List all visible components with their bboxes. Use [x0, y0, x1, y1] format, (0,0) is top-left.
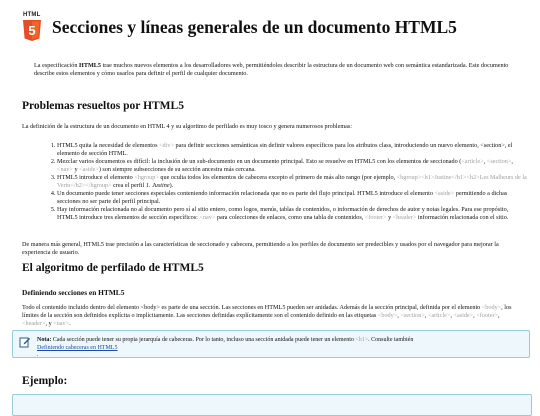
inline-tag: <hgroup><h1>Justine</h1><h2>Les Malheurs de la Vertu</h2></hgroup> — [57, 173, 527, 189]
problem-item — [57, 142, 527, 158]
problems-lead: La definición de la estructura de un documento en HTML 4 y su algoritmo de perfilado es muy tosco y genera numerosos problemas: — [22, 123, 353, 130]
inline-tag: <footer> — [476, 312, 499, 319]
note-text-after: . Consulte también — [368, 337, 414, 343]
inline-text: ). — [169, 181, 174, 189]
inline-text: , — [424, 312, 428, 319]
note-tag: <h1> — [355, 337, 369, 343]
logo-number: 5 — [28, 23, 36, 38]
inline-text: , — [450, 312, 454, 319]
inline-tag: <div> — [159, 142, 174, 149]
intro-bold: HTML5 — [79, 62, 102, 69]
problems-closing: De manera más general, HTML5 trae precisión a las características de seccionado y cabecera, permitiendo a los perfiles de documento ser predecibles y usados por el navegador para mejorar la experiencia de usuario. — [22, 241, 499, 256]
inline-tag: <aside> — [79, 165, 99, 173]
inline-tag: <footer> — [364, 213, 387, 221]
inline-tag: <nav> — [199, 213, 216, 221]
note-link[interactable]: Definiendo cabeceras en HTML5 — [37, 344, 118, 351]
algorithm-paragraph — [22, 304, 520, 328]
inline-text: Mezclar varios documentos es difícil: la inclusión de un sub-documento en un documento principal. Esto se resuelve en HTML5 con los elementos de seccionado ( — [57, 157, 462, 165]
inline-text: 1. Justine — [145, 181, 170, 189]
inline-text: , los límites de la sección son definidos explícita o implícitamente. Las secciones definidas explícitamente son el contenido definido en las etiquetas — [22, 304, 512, 319]
inline-text: y — [72, 165, 80, 173]
note-box — [12, 330, 530, 358]
inline-text: ) son siempre subsecciones de su sección ancestra más cercana. — [98, 165, 256, 173]
inline-text: crea el perfil — [111, 181, 146, 189]
example-heading: Ejemplo: — [22, 375, 68, 387]
inline-text: HTML5 introduce el elemento — [57, 173, 135, 181]
inline-text: para colecciones de enlaces, como una tabla de contenidos, — [215, 213, 365, 221]
problem-item — [57, 206, 527, 222]
inline-text: , — [511, 157, 513, 165]
inline-text: , y — [45, 320, 54, 327]
inline-text: para definir secciones semánticas sin definir valores específicos para los atributos class, introduciendo un nuevo elemento, <section>, el elemento de sección HTML. — [57, 142, 513, 157]
problem-item — [57, 158, 527, 174]
page-title: Secciones y líneas generales de un documento HTML5 — [52, 16, 457, 37]
inline-tag: <header> — [22, 320, 46, 327]
inline-tag: <hgroup> — [134, 173, 159, 181]
inline-text: , — [397, 312, 401, 319]
intro-suffix: trae muchos nuevos elementos a los desarrolladores web, permitiéndoles describir la estructura de un documento web con semántica estandarizada. Este documento describe estos elementos y cómo usarlos para definir el perfil de cualquier documento. — [34, 62, 509, 77]
note-text-before: Cada sección puede tener su propia jerarquía de cabeceras. Por lo tanto, incluso una sección anidada puede tener un elemento — [51, 337, 356, 343]
page-header — [22, 12, 522, 42]
inline-text: , — [498, 312, 500, 319]
inline-tag: <aside> — [434, 189, 455, 197]
problem-item — [57, 174, 527, 190]
inline-tag: <article> — [427, 312, 451, 319]
intro-paragraph — [34, 62, 519, 78]
note-pencil-icon — [19, 336, 31, 348]
inline-tag: <section> — [400, 312, 425, 319]
inline-text: Todo el contenido incluido dentro del elemento <body> es parte de una sección. Las secciones en HTML5 pueden ser anidadas. Además de la sección principal, definida por el elemento — [22, 304, 482, 311]
problem-item — [57, 190, 527, 206]
problems-heading: Problemas resueltos por HTML5 — [22, 100, 184, 112]
inline-tag: <nav> — [53, 320, 70, 327]
note-label: Nota: — [37, 337, 52, 343]
inline-text: , — [483, 157, 487, 165]
html5-shield-icon — [22, 20, 42, 42]
inline-text: permitiendo a dichas secciones no ser parte del perfil principal. — [57, 189, 508, 205]
inline-text: HTML5 quita la necesidad de elementos — [57, 142, 160, 149]
inline-text: información relacionada con el sitio. — [416, 213, 509, 221]
algorithm-heading: El algoritmo de perfilado de HTML5 — [22, 262, 204, 274]
problems-list — [46, 142, 527, 222]
logo-word: HTML — [23, 12, 41, 18]
inline-text: Un documento puede tener secciones especiales conteniendo información relacionada que no es parte del flujo principal. HTML5 introduce el elemento — [57, 189, 435, 197]
inline-text: , — [473, 312, 477, 319]
note-text — [37, 337, 503, 360]
inline-tag: <section> — [486, 157, 512, 165]
inline-text: . — [69, 320, 71, 327]
document-page — [22, 12, 527, 387]
note-trailing: . — [37, 352, 39, 359]
inline-text: que oculta todos los elementos de cabecera excepto el primero de más alto rango (por ejemplo, — [158, 173, 397, 181]
algorithm-subheading: Definiendo secciones en HTML5 — [22, 288, 125, 297]
inline-tag: <nav> — [57, 165, 73, 173]
inline-tag: <header> — [392, 213, 417, 221]
html5-logo — [22, 12, 42, 42]
inline-tag: <body> — [481, 304, 502, 311]
inline-text: y — [386, 213, 393, 221]
example-code-box — [12, 394, 532, 416]
inline-tag: <article> — [461, 157, 484, 165]
inline-tag: <body> — [377, 312, 398, 319]
inline-text: Hay información relacionada no al documento pero sí al sitio entero, como logos, menús, tablas de contenidos, o información de derechos de autor y notas legales. Para ese propósito, HTML5 introduce tres elementos de sección específicos: — [57, 205, 509, 221]
intro-prefix: La especificación — [34, 62, 80, 69]
inline-tag: <aside> — [453, 312, 474, 319]
